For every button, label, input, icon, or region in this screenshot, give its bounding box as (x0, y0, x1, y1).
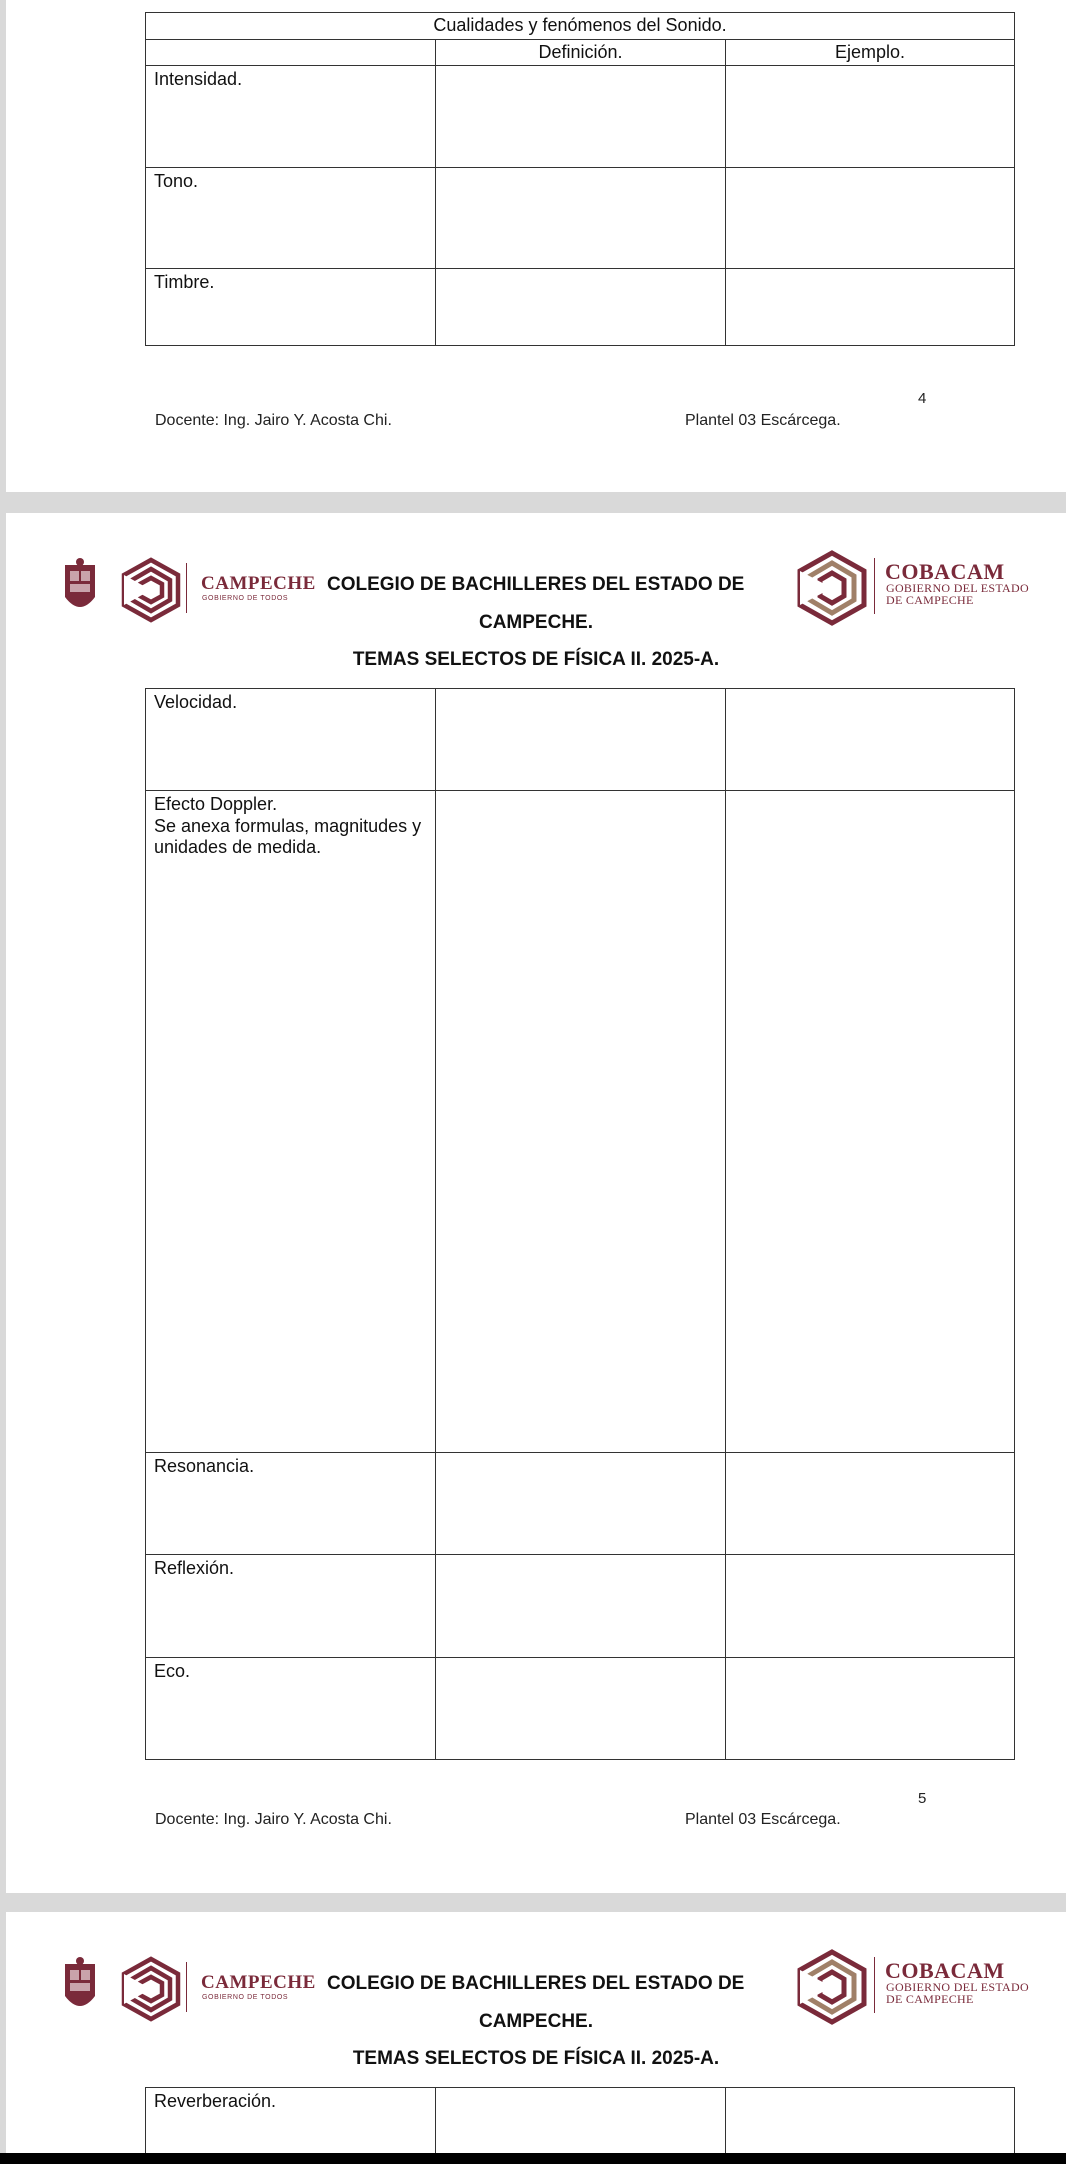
document-page-5 (6, 513, 1066, 1893)
cobacam-brand-text: COBACAM (885, 1958, 1005, 1983)
example-cell[interactable] (726, 791, 1015, 1453)
example-cell[interactable] (726, 1555, 1015, 1658)
definition-cell[interactable] (436, 66, 726, 168)
school-name-line1: COLEGIO DE BACHILLERES DEL ESTADO DE (327, 1973, 745, 1994)
row-label-reverberacion: Reverberación. (146, 2088, 436, 2164)
table-header-definition: Definición. (436, 39, 726, 66)
cobacam-logo-icon (790, 1946, 874, 2026)
school-name-line2: CAMPECHE. (478, 612, 593, 633)
campeche-brand-text: CAMPECHE (201, 1972, 316, 1993)
page-header (6, 513, 1066, 670)
page-number: 5 (918, 1790, 927, 1807)
subject-title: TEMAS SELECTOS DE FÍSICA II. 2025-A. (352, 649, 720, 670)
cobacam-divider (874, 558, 875, 614)
example-cell[interactable] (726, 269, 1015, 346)
document-page-4 (6, 0, 1066, 492)
cobacam-brand-text: COBACAM (885, 559, 1005, 584)
state-coat-of-arms-icon (61, 557, 99, 619)
example-cell[interactable] (726, 1658, 1015, 1760)
row-label-eco: Eco. (146, 1658, 436, 1760)
cobacam-subtitle-line2: DE CAMPECHE (886, 593, 974, 607)
page-number: 4 (918, 390, 927, 407)
example-cell[interactable] (726, 66, 1015, 168)
table-header-empty (146, 39, 436, 66)
cobacam-divider (874, 1957, 875, 2013)
row-label-intensidad: Intensidad. (146, 66, 436, 168)
row-label-efecto-doppler: Efecto Doppler. Se anexa formulas, magnitudes y unidades de medida. (146, 791, 436, 1453)
definition-cell[interactable] (436, 1658, 726, 1760)
cobacam-subtitle-line2: DE CAMPECHE (886, 1992, 974, 2006)
cobacam-subtitle-line1: GOBIERNO DEL ESTADO (886, 581, 1029, 595)
definition-cell[interactable] (436, 1555, 726, 1658)
definition-cell[interactable] (436, 1453, 726, 1555)
sound-qualities-table (145, 12, 1015, 346)
logo-divider (186, 1962, 187, 2012)
page-header (6, 1912, 1066, 2069)
footer-teacher: Docente: Ing. Jairo Y. Acosta Chi. (155, 412, 392, 429)
cobacam-logo-icon (790, 547, 874, 627)
definition-cell[interactable] (436, 269, 726, 346)
row-label-resonancia: Resonancia. (146, 1453, 436, 1555)
example-cell[interactable] (726, 689, 1015, 791)
subject-title: TEMAS SELECTOS DE FÍSICA II. 2025-A. (352, 2048, 720, 2069)
cobacam-subtitle (886, 582, 1029, 606)
bottom-bar (0, 2153, 1066, 2164)
row-label-tono: Tono. (146, 168, 436, 269)
document-page-6 (6, 1912, 1066, 2164)
campeche-brand-text: CAMPECHE (201, 573, 316, 594)
cobacam-subtitle (886, 1981, 1029, 2005)
footer-campus: Plantel 03 Escárcega. (685, 1811, 841, 1828)
sound-phenomena-table (145, 688, 1015, 1760)
example-cell[interactable] (726, 168, 1015, 269)
table-title: Cualidades y fenómenos del Sonido. (146, 13, 1015, 40)
row-label-velocidad: Velocidad. (146, 689, 436, 791)
campeche-tagline: GOBIERNO DE TODOS (202, 595, 289, 602)
campeche-tagline: GOBIERNO DE TODOS (202, 1994, 289, 2001)
row-label-reflexion: Reflexión. (146, 1555, 436, 1658)
definition-cell[interactable] (436, 168, 726, 269)
footer-teacher: Docente: Ing. Jairo Y. Acosta Chi. (155, 1811, 392, 1828)
table-header-example: Ejemplo. (726, 39, 1015, 66)
school-name-line1: COLEGIO DE BACHILLERES DEL ESTADO DE (327, 574, 745, 595)
cobacam-subtitle-line1: GOBIERNO DEL ESTADO (886, 1980, 1029, 1994)
school-name-line2: CAMPECHE. (478, 2011, 593, 2032)
logo-divider (186, 563, 187, 613)
footer-campus: Plantel 03 Escárcega. (685, 412, 841, 429)
definition-cell[interactable] (436, 689, 726, 791)
row-label-timbre: Timbre. (146, 269, 436, 346)
definition-cell[interactable] (436, 791, 726, 1453)
state-coat-of-arms-icon (61, 1956, 99, 2018)
example-cell[interactable] (726, 1453, 1015, 1555)
